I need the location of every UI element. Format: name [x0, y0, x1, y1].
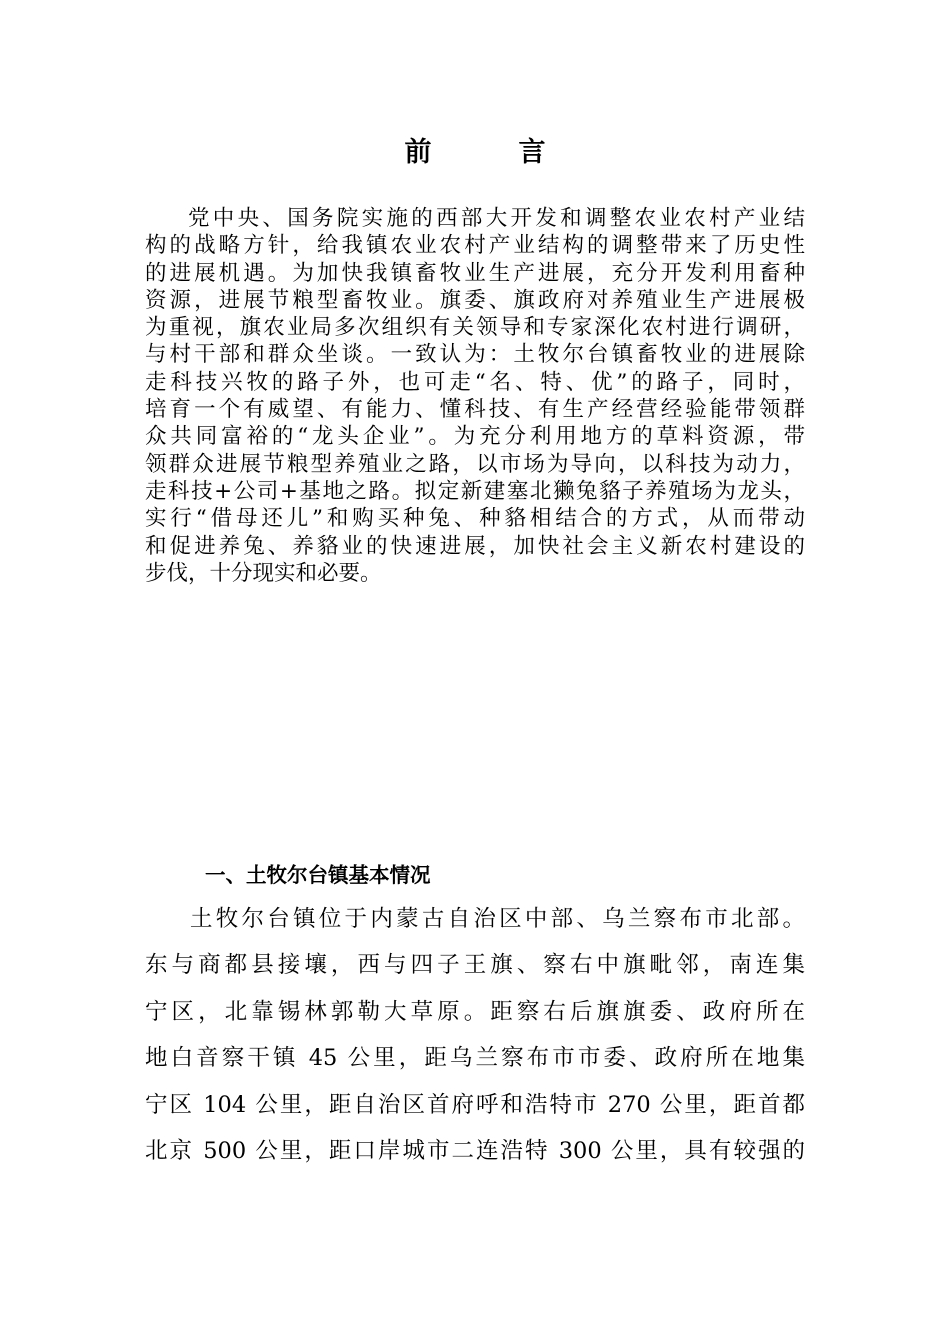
section-line: 东与商都县接壤，西与四子王旗、察右中旗毗邻，南连集	[145, 952, 805, 979]
section-paragraph	[145, 896, 805, 1174]
preface-line: 资源，进展节粮型畜牧业。旗委、旗政府对养殖业生产进展极	[145, 287, 805, 313]
section-line: 北京 500 公里，距口岸城市二连浩特 300 公里，具有较强的	[145, 1138, 805, 1165]
section-line: 宁区，北靠锡林郭勒大草原。距察右后旗旗委、政府所在	[145, 998, 805, 1025]
preface-line: 与村干部和群众坐谈。一致认为：土牧尔台镇畜牧业的进展除	[145, 342, 805, 368]
preface-line: 众共同富裕的“龙头企业”。为充分利用地方的草料资源，带	[145, 424, 805, 450]
preface-line: 走科技+公司+基地之路。拟定新建塞北獭兔貉子养殖场为龙头，	[145, 478, 805, 504]
preface-line: 步伐，十分现实和必要。	[145, 560, 382, 586]
preface-line: 的进展机遇。为加快我镇畜牧业生产进展，充分开发利用畜种	[145, 260, 805, 286]
preface-line: 党中央、国务院实施的西部大开发和调整农业农村产业结	[188, 206, 805, 231]
section-line: 地白音察干镇 45 公里，距乌兰察布市市委、政府所在地集	[145, 1045, 805, 1072]
preface-line: 实行“借母还儿”和购买种兔、种貉相结合的方式，从而带动	[145, 506, 805, 532]
preface-line: 走科技兴牧的路子外，也可走“名、特、优”的路子，同时，	[145, 369, 805, 395]
section-line: 土牧尔台镇位于内蒙古自治区中部、乌兰察布市北部。	[190, 906, 805, 932]
preface-line: 为重视，旗农业局多次组织有关领导和专家深化农村进行调研，	[145, 315, 805, 341]
preface-line: 领群众进展节粮型养殖业之路，以市场为导向，以科技为动力，	[145, 451, 805, 477]
section-line: 宁区 104 公里，距自治区首府呼和浩特市 270 公里，距首都	[145, 1091, 805, 1118]
preface-paragraph	[145, 205, 805, 587]
preface-line: 构的战略方针，给我镇农业农村产业结构的调整带来了历史性	[145, 233, 805, 259]
section-heading: 一、土牧尔台镇基本情况	[205, 863, 431, 887]
preface-line: 培育一个有威望、有能力、懂科技、有生产经营经验能带领群	[145, 397, 805, 423]
page-title: 前 言	[404, 137, 576, 168]
preface-line: 和促进养兔、养貉业的快速进展，加快社会主义新农村建设的	[145, 533, 805, 559]
